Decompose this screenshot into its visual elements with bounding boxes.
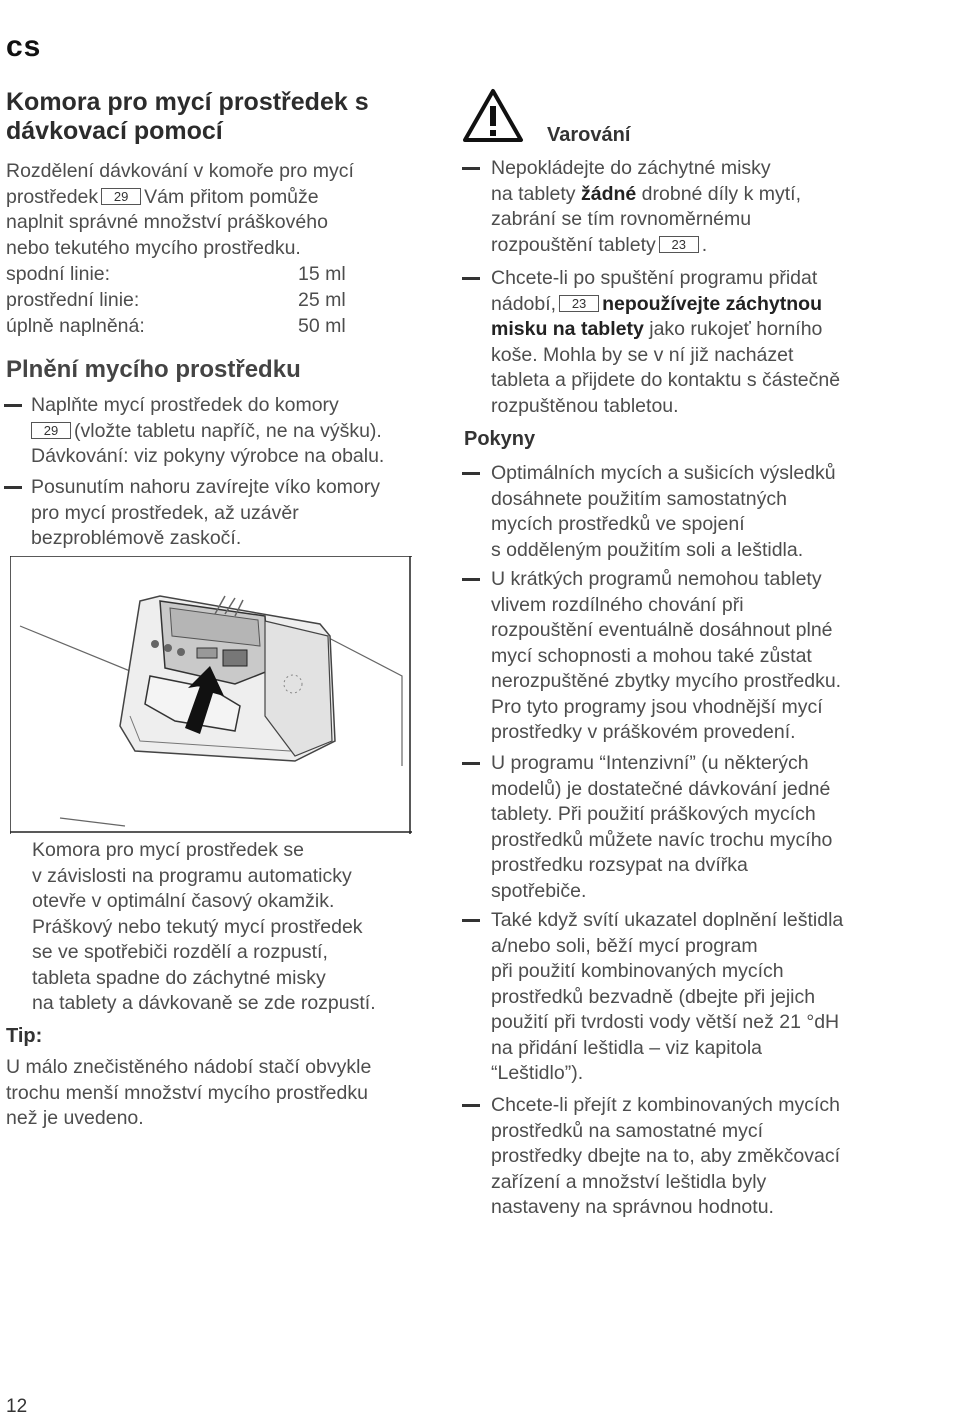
dose-value: 25 ml — [298, 289, 346, 311]
note-item — [462, 751, 932, 907]
note-item — [462, 461, 932, 565]
note-line: tablety. Při použití práškových mycích — [491, 803, 816, 825]
bullet-dash — [4, 404, 22, 407]
paragraph-line: U málo znečistěného nádobí stačí obvykle — [6, 1056, 372, 1078]
dose-label: prostřední linie: — [6, 289, 140, 311]
note-line: Pro tyto programy jsou vhodnější mycí — [491, 695, 823, 718]
fill-step-line: Dávkování: viz pokyny výrobce na obalu. — [31, 445, 385, 467]
fill-step — [4, 393, 424, 473]
ref-23-badge: 23 — [559, 295, 599, 312]
page-number: 12 — [6, 1396, 28, 1417]
language-code: cs — [6, 30, 42, 63]
note-line: “Leštidlo”). — [491, 1062, 584, 1084]
note-line: vlivem rozdílného chování při — [491, 593, 744, 616]
note-line: Také když svítí ukazatel doplnění leštidla — [491, 909, 844, 931]
intro-line: naplnit správné množství práškového — [6, 211, 328, 233]
bullet-dash — [462, 919, 480, 922]
warning-line: misku na tablety jako rukojeť horního — [491, 318, 823, 340]
bullet-dash — [462, 1104, 480, 1107]
fill-step-line: Posunutím nahoru zavírejte víko komory — [31, 476, 380, 498]
intro-line: Rozdělení dávkování v komoře pro mycí — [6, 160, 354, 182]
note-line: použití při tvrdosti vody větší než 21 °dH — [491, 1011, 840, 1033]
paragraph-line: než je uvedeno. — [6, 1107, 144, 1129]
fill-step-line: bezproblémově zaskočí. — [31, 527, 242, 549]
paragraph-line: se ve spotřebiči rozdělí a rozpustí, — [32, 941, 328, 963]
ref-29-badge: 29 — [101, 188, 141, 205]
warning-line: Nepokládejte do záchytné misky — [491, 157, 771, 179]
paragraph-line: Komora pro mycí prostředek se — [32, 839, 305, 861]
note-line: spotřebiče. — [491, 879, 587, 902]
warning-line: rozpuštěnou tabletou. — [491, 394, 679, 417]
tip-heading: Tip: — [6, 1025, 43, 1047]
warning-line: tableta a přijdete do kontaktu s částečně — [491, 369, 841, 391]
note-line: prostředku rozsypat na dvířka — [491, 854, 748, 876]
note-line: mycí schopnosti a mohou také zůstat — [491, 644, 812, 667]
warning-line: Chcete-li po spuštění programu přidat — [491, 267, 818, 289]
note-line: Optimálních mycích a sušicích výsledků — [491, 462, 836, 484]
note-line: U programu “Intenzivní” (u některých — [491, 752, 809, 774]
warning-line: zabrání se tím rovnoměrnému — [491, 208, 752, 230]
note-item — [462, 908, 932, 1090]
warning-item — [462, 156, 922, 266]
intro-line: nebo tekutého mycího prostředku. — [6, 236, 301, 259]
dose-label: spodní linie: — [6, 263, 111, 285]
note-line: nerozpuštěné zbytky mycího prostředku. — [491, 670, 842, 692]
bullet-dash — [462, 472, 480, 475]
dose-value: 50 ml — [298, 315, 346, 337]
paragraph-line: tableta spadne do záchytné misky — [32, 966, 326, 989]
note-line: s odděleným použitím soli a leštidla. — [491, 538, 804, 561]
fill-step-line: Naplňte mycí prostředek do komory — [31, 394, 339, 416]
note-line: nastaveny na správnou hodnotu. — [491, 1196, 774, 1218]
note-item — [462, 567, 932, 749]
tip-paragraph — [6, 1055, 426, 1132]
note-line: mycích prostředků ve spojení — [491, 513, 745, 535]
fill-step-line: 29 (vložte tabletu napříč, ne na výšku). — [31, 419, 431, 445]
note-line: prostředky dbejte na to, aby změkčovací — [491, 1145, 841, 1167]
bullet-dash — [462, 277, 480, 280]
note-line: prostředků na samostatné mycí — [491, 1119, 764, 1142]
notes-heading: Pokyny — [464, 428, 536, 450]
dispenser-illustration — [10, 556, 412, 834]
warning-line: nádobí, 23 nepoužívejte záchytnou — [491, 292, 823, 315]
section-heading-dispenser: Komora pro mycí prostředek s dávkovací pomocí — [6, 88, 369, 145]
warning-line: rozpouštění tablety 23 . — [491, 233, 708, 256]
note-line: a/nebo soli, běží mycí program — [491, 934, 758, 957]
bullet-dash — [4, 486, 22, 489]
bullet-dash — [462, 578, 480, 581]
intro-paragraph — [6, 159, 426, 261]
paragraph-line: v závislosti na programu automaticky — [32, 864, 352, 887]
note-line: rozpouštění eventuálně dosáhnout plné — [491, 619, 833, 641]
paragraph-line: trochu menší množství mycího prostředku — [6, 1081, 368, 1104]
note-line: U krátkých programů nemohou tablety — [491, 568, 822, 590]
note-line: při použití kombinovaných mycích — [491, 960, 784, 982]
note-line: prostředků bezvadně (dbejte při jejich — [491, 985, 816, 1008]
note-line: Chcete-li přejít z kombinovaných mycích — [491, 1094, 840, 1116]
bullet-dash — [462, 762, 480, 765]
warning-item — [462, 266, 932, 426]
after-figure-paragraph — [32, 838, 432, 1017]
warning-title: Varování — [547, 124, 631, 146]
note-line: modelů) je dostatečné dávkování jedné — [491, 777, 831, 800]
note-line: prostředků můžete navíc trochu mycího — [491, 828, 833, 851]
note-item — [462, 1093, 932, 1223]
fill-step — [4, 475, 424, 555]
paragraph-line: na tablety a dávkovaně se zde rozpustí. — [32, 992, 376, 1014]
ref-29-badge: 29 — [31, 422, 71, 439]
warning-line: koše. Mohla by se v ní již nacházet — [491, 343, 794, 366]
warning-line: na tablety žádné drobné díly k mytí, — [491, 182, 801, 205]
dose-value: 15 ml — [298, 263, 346, 285]
section-heading-filling: Plnění mycího prostředku — [6, 356, 301, 383]
ref-23-badge: 23 — [659, 236, 699, 253]
fill-step-line: pro mycí prostředek, až uzávěr — [31, 501, 299, 524]
note-line: dosáhnete použitím samostatných — [491, 487, 787, 510]
note-line: prostředky v práškovém provedení. — [491, 721, 796, 743]
dose-label: úplně naplněná: — [6, 315, 145, 337]
intro-line: prostředek 29 Vám přitom pomůže — [6, 185, 319, 208]
warning-triangle-icon — [462, 88, 524, 143]
paragraph-line: Práškový nebo tekutý mycí prostředek — [32, 915, 363, 938]
bullet-dash — [462, 167, 480, 170]
paragraph-line: otevře v optimální časový okamžik. — [32, 890, 335, 912]
note-line: zařízení a množství leštidla byly — [491, 1170, 767, 1193]
note-line: na přidání leštidla – viz kapitola — [491, 1036, 762, 1059]
